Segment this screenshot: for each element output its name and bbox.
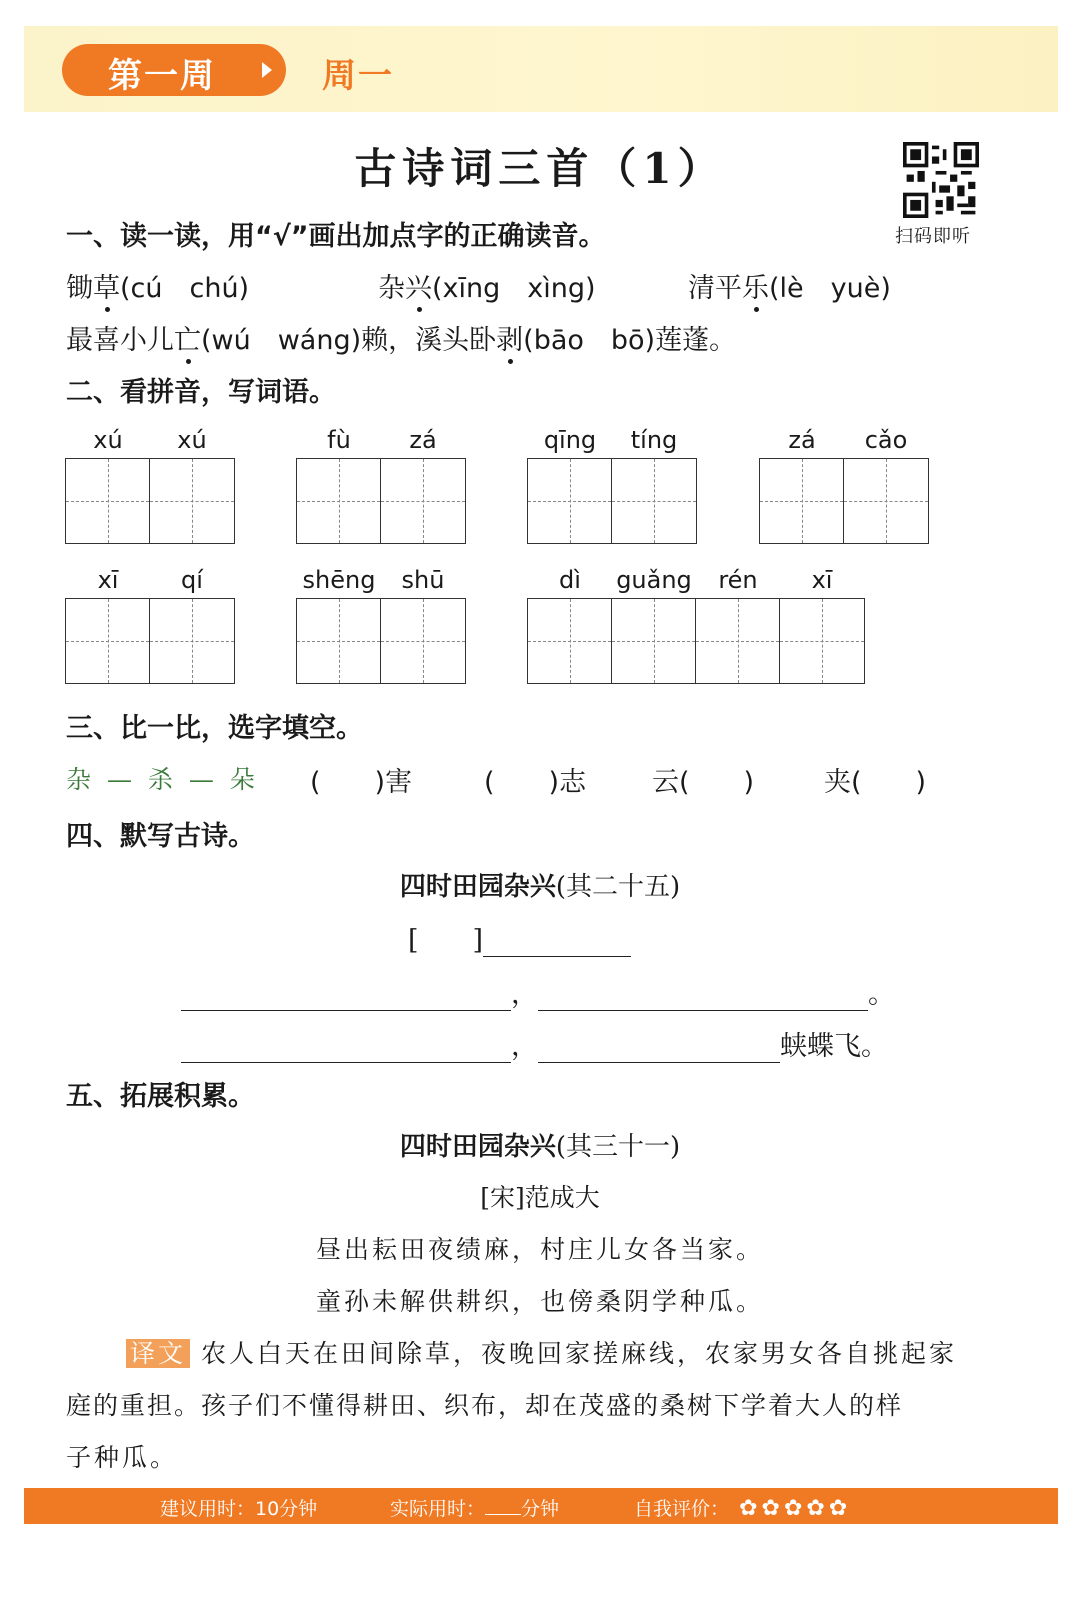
pronunciation-item-3: 清平乐(lè yuè)	[688, 273, 891, 304]
author-blank[interactable]: [ ]	[408, 918, 631, 957]
writing-grid[interactable]	[296, 458, 466, 544]
qr-code-icon[interactable]	[903, 142, 979, 218]
self-evaluation: 自我评价： ✿ ✿ ✿ ✿ ✿	[634, 1496, 848, 1521]
dotted-char: 剥	[496, 325, 524, 356]
rating-flower-icon[interactable]: ✿	[806, 1496, 825, 1521]
translation-line-3: 子种瓜。	[66, 1443, 179, 1472]
section-1-heading: 一、读一读，用“√”画出加点字的正确读音。	[66, 221, 606, 252]
footer-bar	[24, 1488, 1058, 1524]
poem-author: [宋]范成大	[480, 1183, 600, 1212]
rating-flower-icon[interactable]: ✿	[828, 1496, 848, 1521]
dotted-char: 兴	[405, 273, 432, 304]
dotted-char: 亡	[174, 325, 201, 356]
writing-grid[interactable]	[65, 458, 235, 544]
pinyin-group: dì guǎng rén xī	[559, 566, 833, 594]
pronunciation-line-2: 最喜小儿亡(wú wáng)赖，溪头卧剥(bāo bō)莲蓬。	[66, 325, 737, 356]
poem-line-2: 童孙未解供耕织，也傍桑阴学种瓜。	[315, 1287, 764, 1316]
translation-line-2: 庭的重担。孩子们不懂得耕田、织布，却在茂盛的桑树下学着大人的样	[66, 1391, 904, 1420]
fill-blank-3[interactable]: 云( )	[652, 767, 755, 798]
section-3-heading: 三、比一比，选字填空。	[66, 713, 363, 744]
pinyin-group: shēng shū	[302, 566, 445, 594]
compare-chars: 杂 — 杀 — 朵	[66, 765, 259, 794]
suggested-time: 建议用时：10分钟	[160, 1498, 318, 1520]
fill-blank-2[interactable]: ( )志	[484, 767, 587, 798]
dotted-char: 乐	[742, 273, 769, 304]
writing-grid[interactable]	[527, 598, 865, 684]
rating-flower-icon[interactable]: ✿	[783, 1496, 803, 1521]
week-label: 第一周	[108, 56, 216, 96]
fill-blank-4[interactable]: 夹( )	[824, 767, 927, 798]
play-arrow-icon	[262, 62, 272, 78]
qr-caption: 扫码即听	[895, 226, 971, 247]
section-5-heading: 五、拓展积累。	[66, 1081, 255, 1112]
pinyin-group: zá cǎo	[788, 426, 908, 454]
section-4-heading: 四、默写古诗。	[66, 821, 255, 852]
writing-grid[interactable]	[65, 598, 235, 684]
poem-line-1: 昼出耘田夜绩麻，村庄儿女各当家。	[315, 1235, 764, 1264]
translation-tag: 译文	[126, 1339, 190, 1368]
section-2-heading: 二、看拼音，写词语。	[66, 377, 336, 408]
dotted-char: 草	[93, 273, 120, 304]
writing-grid[interactable]	[759, 458, 929, 544]
poem-title: 四时田园杂兴(其二十五)	[399, 872, 681, 902]
rating-flower-icon[interactable]: ✿	[739, 1496, 758, 1521]
fill-blank-1[interactable]: ( )害	[310, 767, 413, 798]
pinyin-group: fù zá	[327, 426, 437, 454]
recite-line-1[interactable]: ， 。	[181, 972, 895, 1011]
writing-grid[interactable]	[296, 598, 466, 684]
day-label: 周一	[322, 56, 394, 96]
pronunciation-item-1: 锄草(cú chú)	[66, 273, 250, 304]
pinyin-group: xī qí	[97, 566, 203, 594]
recite-line-2[interactable]: ， 蛱蝶飞。	[181, 1024, 888, 1063]
page-title: 古诗词三首（1）	[354, 144, 726, 193]
pinyin-group: qīng tíng	[543, 426, 678, 454]
rating-flower-icon[interactable]: ✿	[761, 1496, 780, 1521]
pinyin-group: xú xú	[93, 426, 207, 454]
translation-line-1: 译文 农人白天在田间除草，夜晚回家搓麻线，农家男女各自挑起家	[126, 1334, 957, 1370]
writing-grid[interactable]	[527, 458, 697, 544]
pronunciation-item-2: 杂兴(xīng xìng)	[378, 273, 596, 304]
poem-title: 四时田园杂兴(其三十一)	[399, 1132, 681, 1162]
actual-time[interactable]: 实际用时： 分钟	[390, 1498, 560, 1520]
